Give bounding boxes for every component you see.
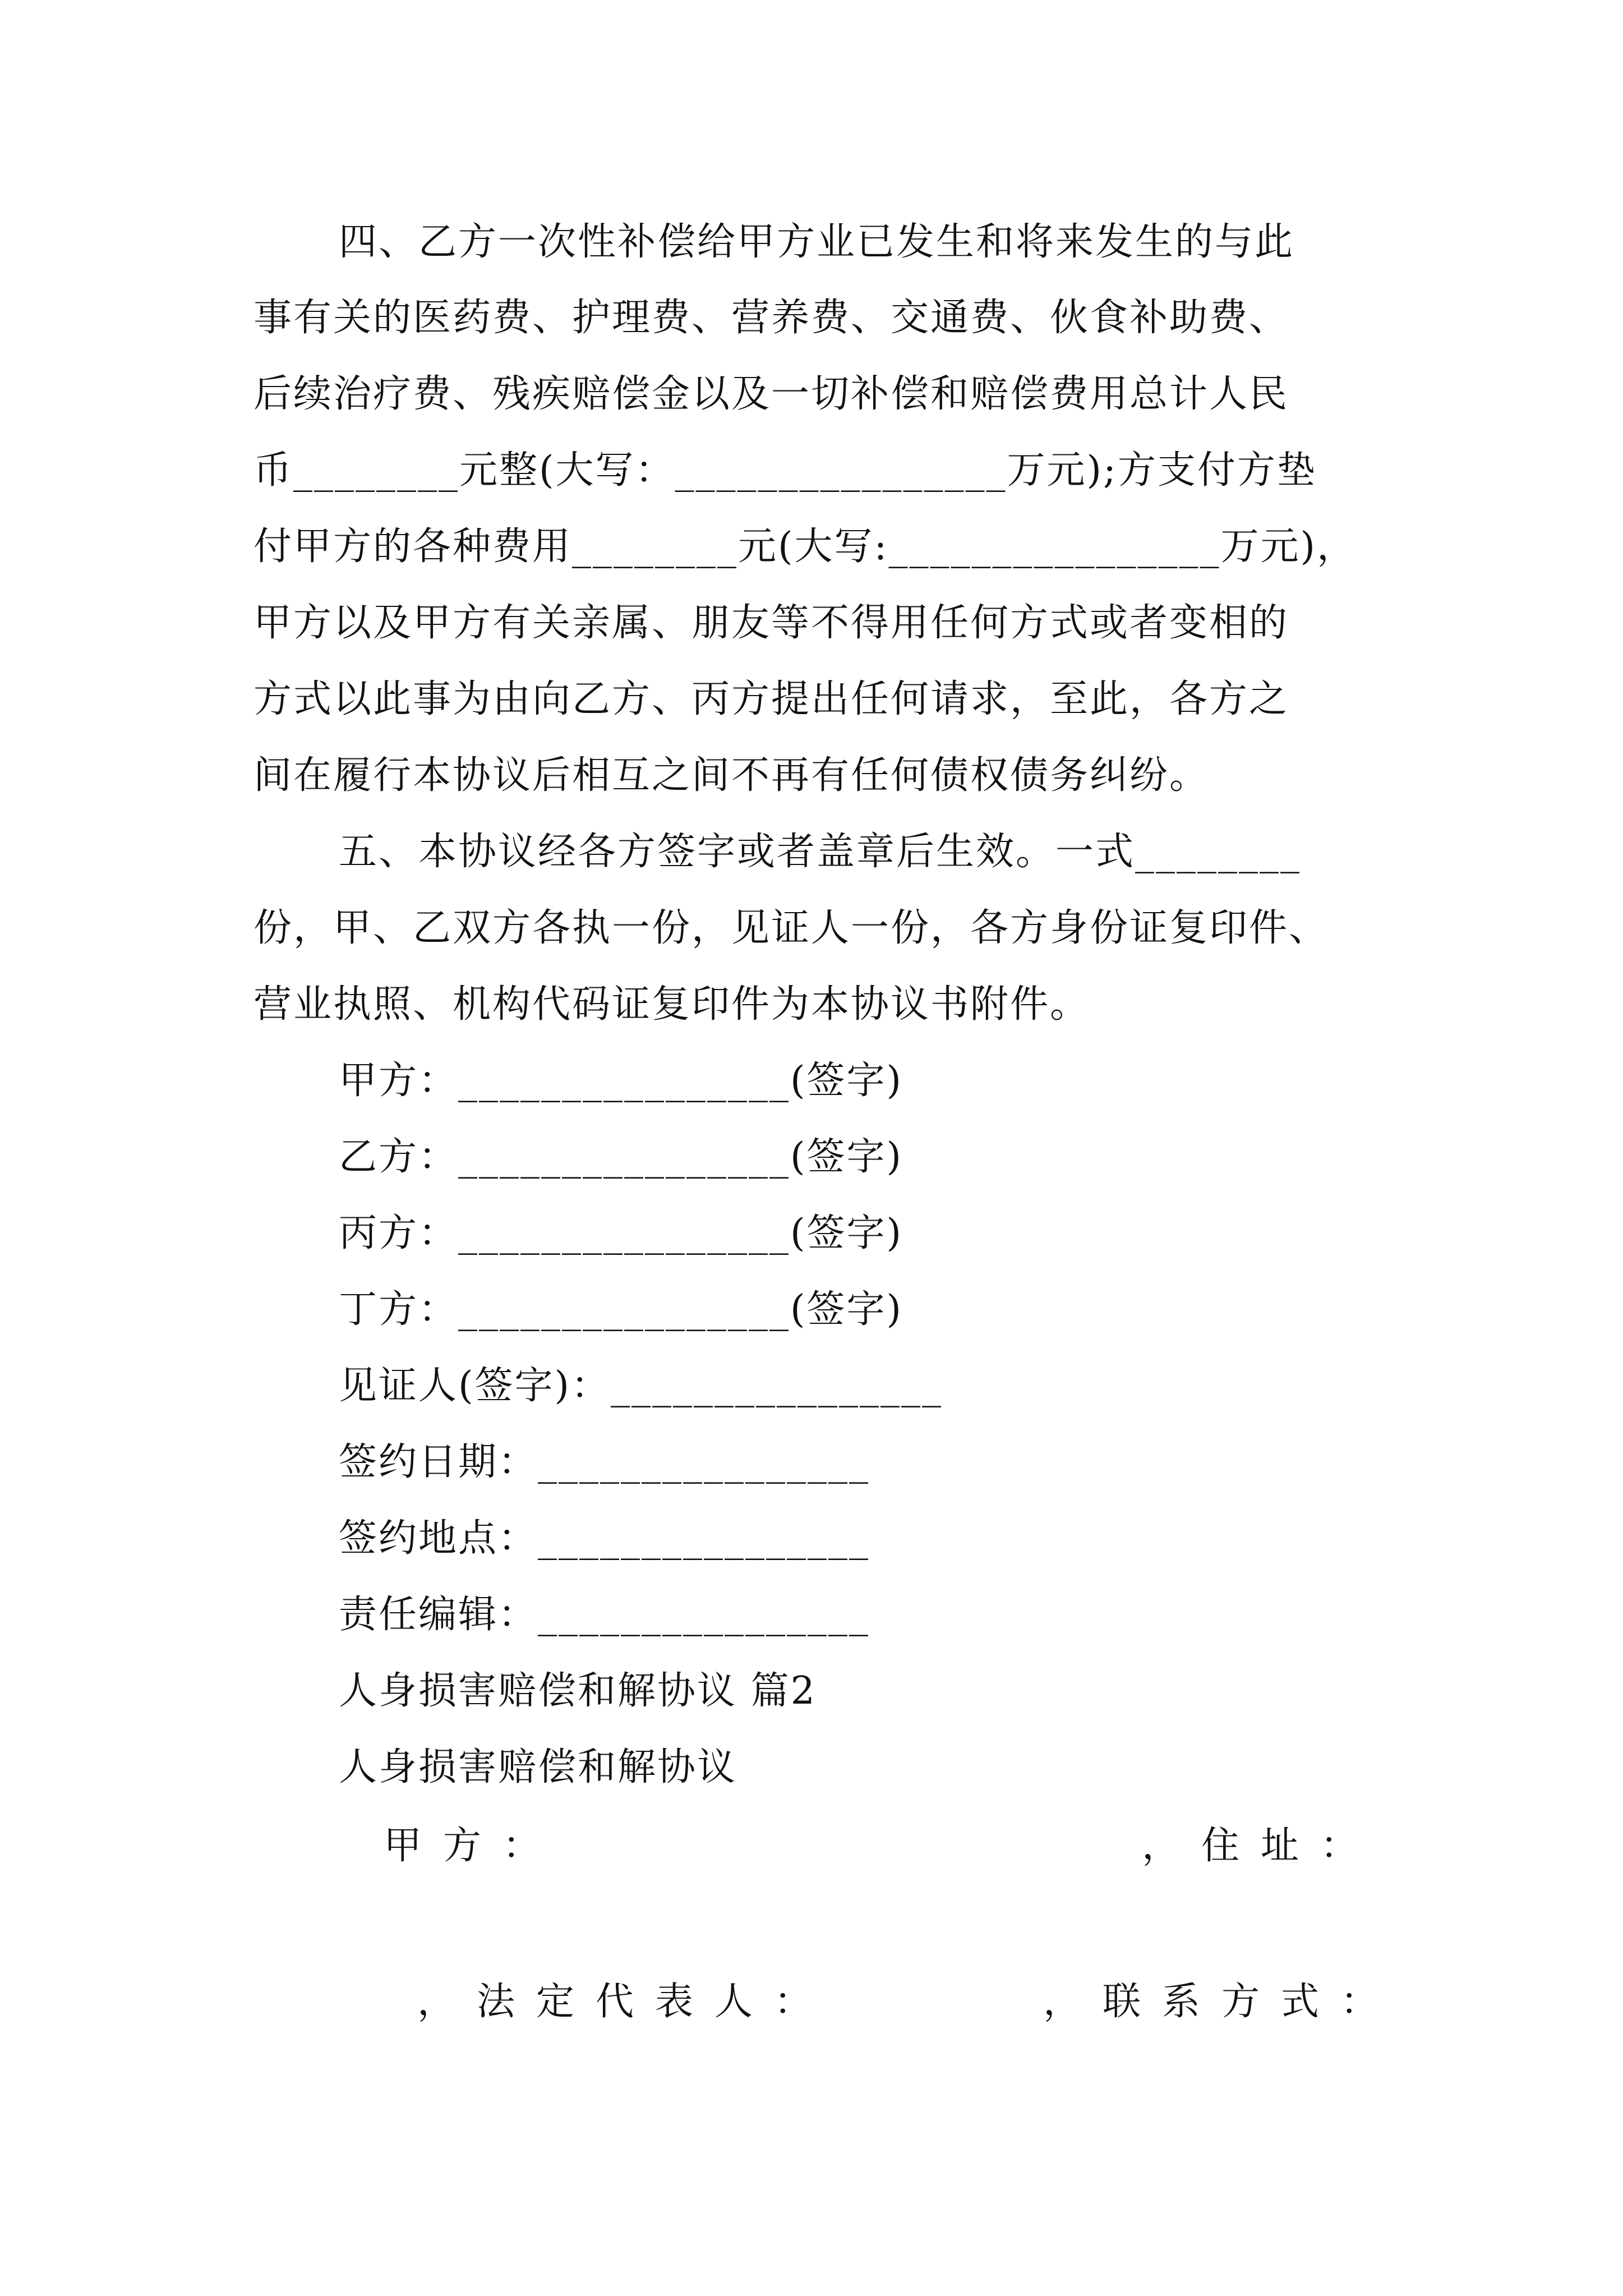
- signature-party-d: 丁方：________________(签字): [339, 1287, 903, 1332]
- contact-label: ，联系方式：: [1043, 1980, 1400, 2024]
- clause-four-line-8: 间在履行本协议后相互之间不再有任何债权债务纠纷。: [253, 753, 1210, 798]
- signature-party-a: 甲方：________________(签字): [339, 1059, 903, 1103]
- responsible-editor: 责任编辑：________________: [339, 1593, 870, 1637]
- clause-four-line-7: 方式以此事为由向乙方、丙方提出任何请求，至此，各方之: [253, 677, 1289, 721]
- clause-five-line-3: 营业执照、机构代码证复印件为本协议书附件。: [253, 982, 1090, 1027]
- clause-four-line-1: 四、乙方一次性补偿给甲方业已发生和将来发生的与此: [339, 220, 1295, 264]
- party-a-label: 甲方：: [384, 1824, 562, 1868]
- section-heading: 人身损害赔偿和解协议 篇2: [339, 1669, 817, 1713]
- witness-signature: 见证人(签字)：________________: [339, 1364, 943, 1408]
- agreement-title: 人身损害赔偿和解协议: [339, 1745, 737, 1789]
- signing-date: 签约日期：________________: [339, 1440, 870, 1484]
- signature-party-b: 乙方：________________(签字): [339, 1135, 903, 1179]
- clause-five-line-2: 份，甲、乙双方各执一份，见证人一份，各方身份证复印件、: [253, 906, 1329, 950]
- clause-four-line-3: 后续治疗费、残疾赔偿金以及一切补偿和赔偿费用总计人民: [253, 372, 1289, 416]
- clause-four-line-4: 币________元整(大写：________________万元);方支付方垫: [253, 448, 1317, 493]
- clause-four-line-2: 事有关的医药费、护理费、营养费、交通费、伙食补助费、: [253, 296, 1289, 340]
- legal-rep-label: ，法定代表人：: [417, 1980, 834, 2024]
- address-label: ，住址：: [1142, 1824, 1380, 1868]
- clause-five-line-1: 五、本协议经各方签字或者盖章后生效。一式________: [339, 830, 1302, 874]
- signing-place: 签约地点：________________: [339, 1516, 870, 1561]
- signature-party-c: 丙方：________________(签字): [339, 1211, 903, 1255]
- clause-four-line-6: 甲方以及甲方有关亲属、朋友等不得用任何方式或者变相的: [253, 601, 1289, 645]
- clause-four-line-5: 付甲方的各种费用________元(大写:________________万元)，: [253, 524, 1357, 569]
